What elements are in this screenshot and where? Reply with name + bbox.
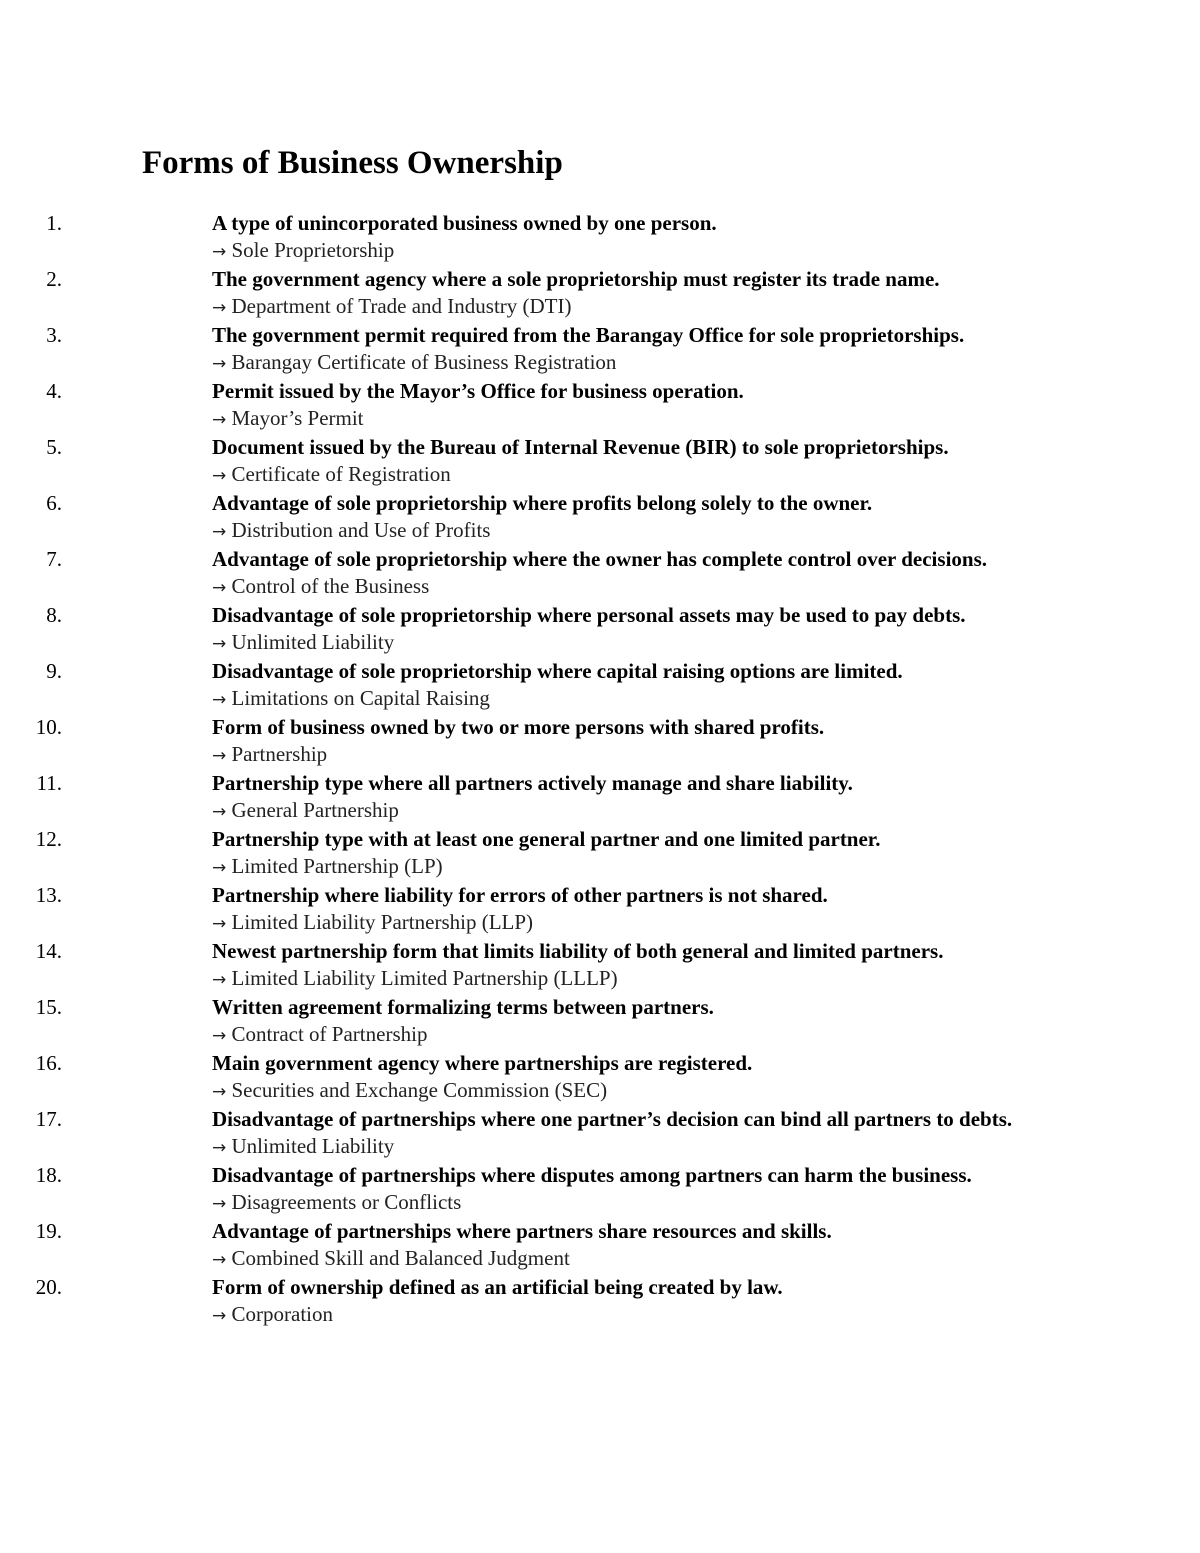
list-item xyxy=(0,1218,1072,1274)
item-number: 19. xyxy=(35,1219,62,1243)
question-text: Main government agency where partnerships are registered. xyxy=(212,1051,753,1075)
question-text: Document issued by the Bureau of Internal Revenue (BIR) to sole proprietorships. xyxy=(212,435,949,459)
item-number: 17. xyxy=(35,1107,62,1131)
right-arrow-icon: → xyxy=(212,354,227,374)
list-item xyxy=(0,714,1072,770)
right-arrow-icon: → xyxy=(212,914,227,934)
question-text: The government agency where a sole proprietorship must register its trade name. xyxy=(212,267,940,291)
list-item xyxy=(0,658,1072,714)
answer-line xyxy=(212,1189,1072,1218)
list-item xyxy=(0,602,1072,658)
question-text: Disadvantage of partnerships where disputes among partners can harm the business. xyxy=(212,1163,972,1187)
list-item xyxy=(0,1050,1072,1106)
answer-line xyxy=(212,1301,1072,1330)
item-number: 7. xyxy=(46,547,62,571)
right-arrow-icon: → xyxy=(212,1194,227,1214)
answer-text: Sole Proprietorship xyxy=(231,238,395,262)
list-item xyxy=(0,266,1072,322)
list-item xyxy=(0,378,1072,434)
page-title: Forms of Business Ownership xyxy=(142,145,563,181)
answer-line xyxy=(212,349,1072,378)
answer-text: Certificate of Registration xyxy=(231,462,451,486)
answer-line xyxy=(212,741,1072,770)
question-text: Partnership type where all partners actively manage and share liability. xyxy=(212,771,853,795)
item-number: 5. xyxy=(46,435,62,459)
answer-text: Barangay Certificate of Business Registration xyxy=(231,350,617,374)
answer-text: Contract of Partnership xyxy=(231,1022,428,1046)
answer-line xyxy=(212,293,1072,322)
right-arrow-icon: → xyxy=(212,298,227,318)
right-arrow-icon: → xyxy=(212,466,227,486)
question-text: Form of ownership defined as an artificial being created by law. xyxy=(212,1275,783,1299)
right-arrow-icon: → xyxy=(212,858,227,878)
answer-line xyxy=(212,517,1072,546)
list-item xyxy=(0,882,1072,938)
answer-line xyxy=(212,965,1072,994)
question-text: Advantage of sole proprietorship where profits belong solely to the owner. xyxy=(212,491,873,515)
right-arrow-icon: → xyxy=(212,242,227,262)
answer-text: Department of Trade and Industry (DTI) xyxy=(231,294,572,318)
question-text: Partnership type with at least one general partner and one limited partner. xyxy=(212,827,881,851)
answer-text: Limited Liability Limited Partnership (LLLP) xyxy=(231,966,618,990)
answer-line xyxy=(212,853,1072,882)
item-number: 6. xyxy=(46,491,62,515)
answer-text: Unlimited Liability xyxy=(231,630,395,654)
question-text: Partnership where liability for errors of other partners is not shared. xyxy=(212,883,828,907)
right-arrow-icon: → xyxy=(212,1026,227,1046)
right-arrow-icon: → xyxy=(212,1138,227,1158)
answer-line xyxy=(212,573,1072,602)
question-text: Advantage of sole proprietorship where the owner has complete control over decisions. xyxy=(212,547,988,571)
answer-text: Corporation xyxy=(231,1302,333,1326)
question-text: Form of business owned by two or more persons with shared profits. xyxy=(212,715,825,739)
answer-text: Distribution and Use of Profits xyxy=(231,518,491,542)
question-text: Disadvantage of sole proprietorship where capital raising options are limited. xyxy=(212,659,903,683)
list-item xyxy=(0,490,1072,546)
question-list xyxy=(0,210,1200,1330)
question-text: Written agreement formalizing terms between partners. xyxy=(212,995,714,1019)
answer-line xyxy=(212,797,1072,826)
question-text: Advantage of partnerships where partners share resources and skills. xyxy=(212,1219,832,1243)
list-item xyxy=(0,994,1072,1050)
list-item xyxy=(0,770,1072,826)
item-number: 3. xyxy=(46,323,62,347)
question-text: The government permit required from the Barangay Office for sole proprietorships. xyxy=(212,323,965,347)
right-arrow-icon: → xyxy=(212,1306,227,1326)
item-number: 15. xyxy=(35,995,62,1019)
answer-text: Limited Partnership (LP) xyxy=(231,854,443,878)
item-number: 4. xyxy=(46,379,62,403)
item-number: 9. xyxy=(46,659,62,683)
right-arrow-icon: → xyxy=(212,746,227,766)
list-item xyxy=(0,210,1072,266)
item-number: 12. xyxy=(35,827,62,851)
list-item xyxy=(0,322,1072,378)
item-number: 2. xyxy=(46,267,62,291)
answer-line xyxy=(212,237,1072,266)
list-item xyxy=(0,826,1072,882)
answer-line xyxy=(212,461,1072,490)
list-item xyxy=(0,434,1072,490)
answer-line xyxy=(212,1245,1072,1274)
answer-line xyxy=(212,1133,1072,1162)
item-number: 14. xyxy=(35,939,62,963)
answer-line xyxy=(212,629,1072,658)
right-arrow-icon: → xyxy=(212,522,227,542)
answer-text: Limitations on Capital Raising xyxy=(231,686,490,710)
right-arrow-icon: → xyxy=(212,970,227,990)
answer-text: Combined Skill and Balanced Judgment xyxy=(231,1246,570,1270)
list-item xyxy=(0,1106,1072,1162)
answer-text: Disagreements or Conflicts xyxy=(231,1190,462,1214)
answer-line xyxy=(212,1021,1072,1050)
list-item xyxy=(0,1274,1072,1330)
item-number: 13. xyxy=(35,883,62,907)
question-text: A type of unincorporated business owned by one person. xyxy=(212,211,717,235)
list-item xyxy=(0,546,1072,602)
item-number: 10. xyxy=(35,715,62,739)
right-arrow-icon: → xyxy=(212,634,227,654)
item-number: 11. xyxy=(36,771,62,795)
right-arrow-icon: → xyxy=(212,410,227,430)
right-arrow-icon: → xyxy=(212,690,227,710)
right-arrow-icon: → xyxy=(212,1250,227,1270)
item-number: 16. xyxy=(35,1051,62,1075)
answer-text: General Partnership xyxy=(231,798,399,822)
question-text: Permit issued by the Mayor’s Office for business operation. xyxy=(212,379,744,403)
question-text: Newest partnership form that limits liability of both general and limited partners. xyxy=(212,939,944,963)
question-text: Disadvantage of sole proprietorship where personal assets may be used to pay debts. xyxy=(212,603,966,627)
answer-text: Limited Liability Partnership (LLP) xyxy=(231,910,534,934)
right-arrow-icon: → xyxy=(212,1082,227,1102)
answer-line xyxy=(212,685,1072,714)
question-text: Disadvantage of partnerships where one partner’s decision can bind all partners to debts. xyxy=(212,1107,1013,1131)
item-number: 18. xyxy=(35,1163,62,1187)
right-arrow-icon: → xyxy=(212,578,227,598)
item-number: 1. xyxy=(46,211,62,235)
answer-line xyxy=(212,909,1072,938)
answer-text: Control of the Business xyxy=(231,574,430,598)
answer-line xyxy=(212,405,1072,434)
answer-text: Mayor’s Permit xyxy=(231,406,364,430)
answer-text: Securities and Exchange Commission (SEC) xyxy=(231,1078,608,1102)
answer-line xyxy=(212,1077,1072,1106)
answer-text: Unlimited Liability xyxy=(231,1134,395,1158)
item-number: 20. xyxy=(35,1275,62,1299)
answer-text: Partnership xyxy=(231,742,328,766)
list-item xyxy=(0,938,1072,994)
item-number: 8. xyxy=(46,603,62,627)
right-arrow-icon: → xyxy=(212,802,227,822)
list-item xyxy=(0,1162,1072,1218)
